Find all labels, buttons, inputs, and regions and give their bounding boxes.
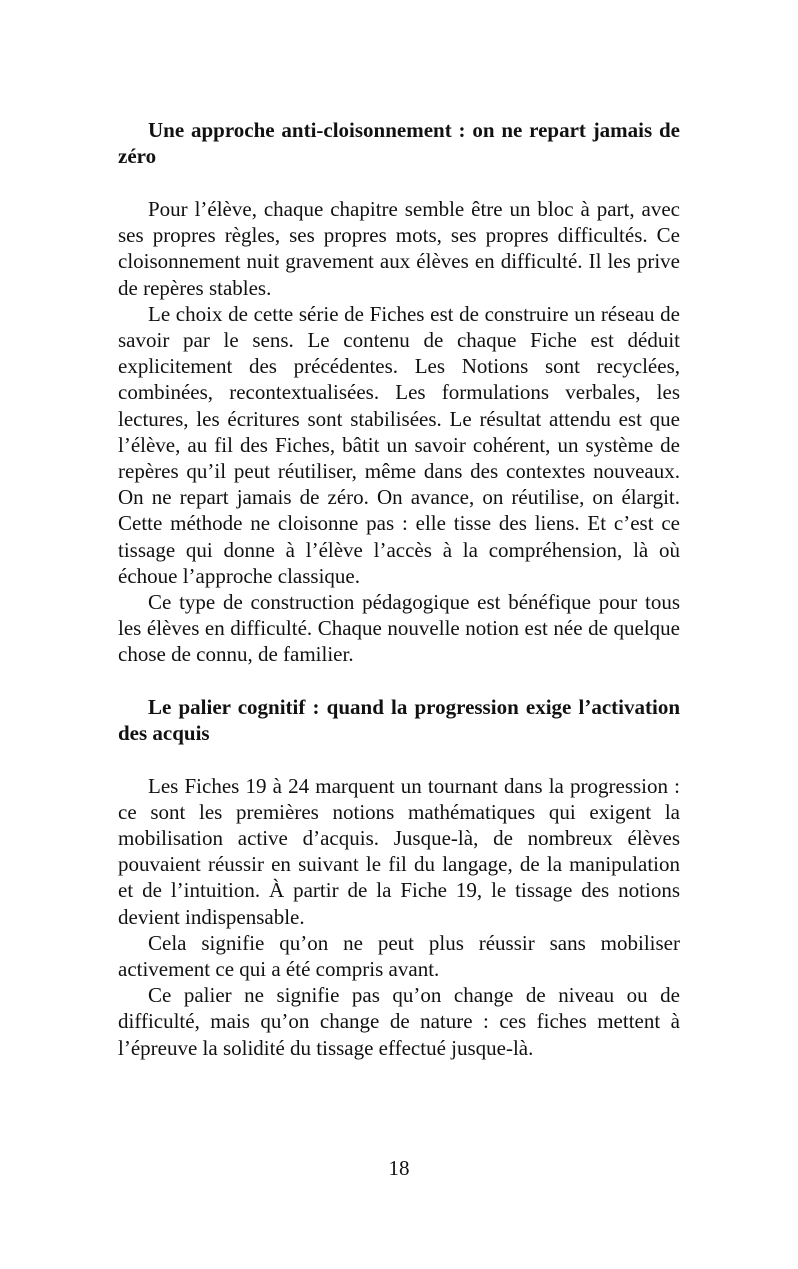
spacer: [118, 169, 680, 196]
section-heading-palier-cognitif: Le palier cognitif : quand la progression exige l’activation des acquis: [118, 694, 680, 745]
paragraph: Ce type de construction pédagogique est bénéfique pour tous les élèves en difficulté. Chaque nouvelle notion est née de quelque chose de connu, de familier.: [118, 590, 680, 667]
paragraph: Ce palier ne signifie pas qu’on change de niveau ou de difficulté, mais qu’on change de nature : ces fiches mettent à l’épreuve la solidité du tissage effectué jusque-là.: [118, 983, 680, 1060]
paragraph: Pour l’élève, chaque chapitre semble être un bloc à part, avec ses propres règles, ses propres mots, ses propres difficultés. Ce cloisonnement nuit gravement aux élèves en difficulté. Il les prive de repères stables.: [118, 197, 680, 300]
page-number: 18: [388, 1156, 410, 1180]
section-heading-anti-cloisonnement: Une approche anti-cloisonnement : on ne repart jamais de zéro: [118, 118, 680, 168]
spacer: [118, 746, 680, 773]
paragraph: Les Fiches 19 à 24 marquent un tournant dans la progression : ce sont les premières notions mathématiques qui exigent la mobilisation active d’acquis. Jusque-là, de nombreux élèves pouvaient réussir en suivant le fil du langage, de la manipulation et de l’intuition. À partir de la Fiche 19, le tissage des notions devient indispensable.: [118, 773, 680, 929]
paragraph: Cela signifie qu’on ne peut plus réussir sans mobiliser activement ce qui a été compris avant.: [118, 930, 680, 982]
spacer: [118, 668, 680, 694]
document-body: [118, 117, 680, 1061]
paragraph: Le choix de cette série de Fiches est de construire un réseau de savoir par le sens. Le contenu de chaque Fiche est déduit explicitement des précédentes. Les Notions sont recyclées, combinées, recontextualisées. Les formulations verbales, les lectures, les écritures sont stabilisées. Le résultat attendu est que l’élève, au fil des Fiches, bâtit un savoir cohérent, un système de repères qu’il peut réutiliser, même dans des contextes nouveaux. On ne repart jamais de zéro. On avance, on réutilise, on élargit. Cette méthode ne cloisonne pas : elle tisse des liens. Et c’est ce tissage qui donne à l’élève l’accès à la compréhension, là où échoue l’approche classique.: [118, 301, 680, 588]
